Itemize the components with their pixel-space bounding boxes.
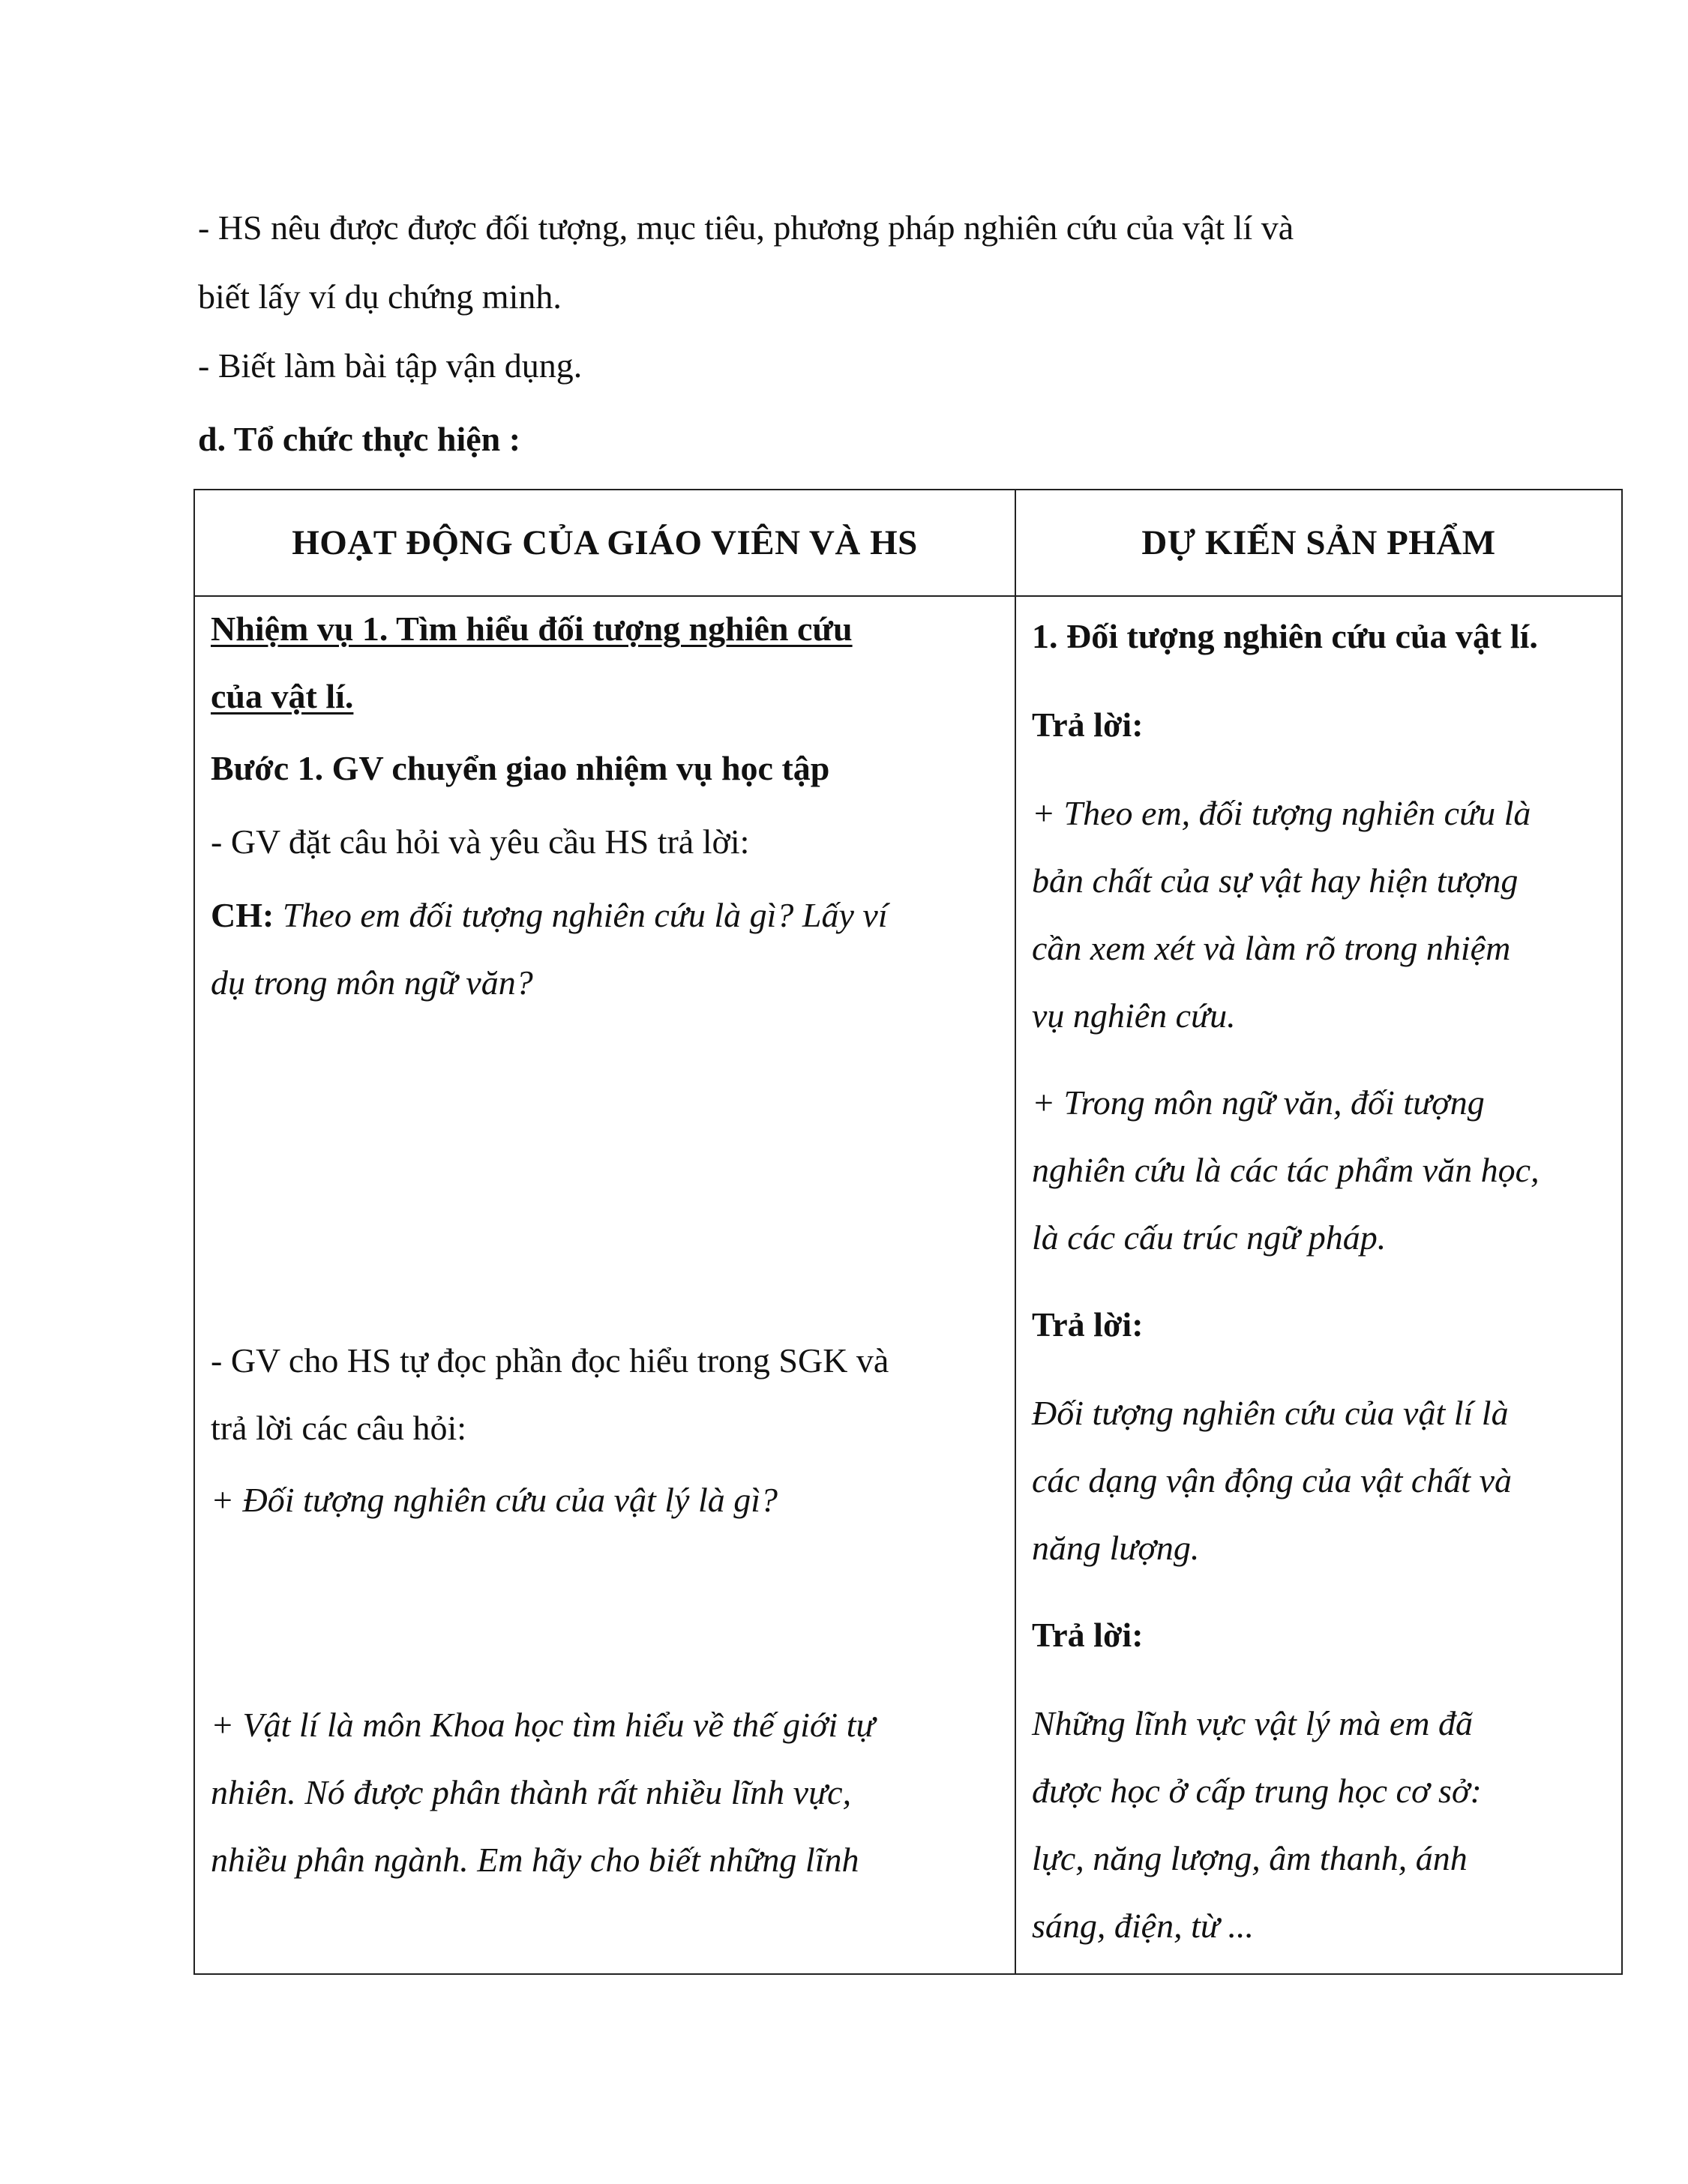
answer-text: + Trong môn ngữ văn, đối tượng	[1032, 1083, 1485, 1122]
lesson-plan-table	[193, 489, 1623, 1975]
answer-label: Trả lời:	[1032, 706, 1144, 744]
table-row	[194, 596, 1622, 1974]
answer-label: Trả lời:	[1032, 1305, 1144, 1344]
answer-text: vụ nghiên cứu.	[1032, 996, 1236, 1035]
reading-instruction: - GV cho HS tự đọc phần đọc hiểu trong SGK và	[211, 1341, 889, 1380]
question-2-cont: nhiên. Nó được phân thành rất nhiều lĩnh vực,	[211, 1773, 852, 1811]
answer-text: là các cấu trúc ngữ pháp.	[1032, 1218, 1387, 1257]
answer-text: được học ở cấp trung học cơ sở:	[1032, 1772, 1482, 1810]
question-2: + Vật lí là môn Khoa học tìm hiểu về thế giới tự	[211, 1706, 875, 1744]
answer-text: các dạng vận động của vật chất và	[1032, 1461, 1512, 1499]
answer-text: bản chất của sự vật hay hiện tượng	[1032, 861, 1519, 900]
answer-text: + Theo em, đối tượng nghiên cứu là	[1032, 794, 1531, 832]
header-expected-product: DỰ KIẾN SẢN PHẨM	[1015, 490, 1622, 596]
answer-text: Những lĩnh vực vật lý mà em đã	[1032, 1704, 1474, 1742]
question-text-cont: dụ trong môn ngữ văn?	[211, 963, 533, 1002]
answer-text: năng lượng.	[1032, 1529, 1200, 1567]
task-title-cont: của vật lí.	[211, 677, 354, 715]
answer-text: cần xem xét và làm rõ trong nhiệm	[1032, 929, 1511, 967]
section-heading: d. Tổ chức thực hiện :	[198, 420, 521, 458]
activity-cell	[194, 596, 1015, 1974]
intro-section	[198, 193, 1623, 474]
reading-instruction-cont: trả lời các câu hỏi:	[211, 1409, 467, 1447]
answer-label: Trả lời:	[1032, 1616, 1144, 1654]
section-title: 1. Đối tượng nghiên cứu của vật lí.	[1032, 617, 1538, 655]
question-line	[211, 893, 888, 938]
answer-text: Đối tượng nghiên cứu của vật lí là	[1032, 1394, 1509, 1432]
objective-line-3: - Biết làm bài tập vận dụng.	[198, 346, 583, 385]
answer-text: nghiên cứu là các tác phẩm văn học,	[1032, 1151, 1540, 1189]
objective-line-1: - HS nêu được được đối tượng, mục tiêu, phương pháp nghiên cứu của vật lí và	[198, 208, 1294, 247]
step-1-title: Bước 1. GV chuyển giao nhiệm vụ học tập	[211, 749, 830, 787]
question-1: + Đối tượng nghiên cứu của vật lý là gì?	[211, 1481, 778, 1519]
objective-line-2: biết lấy ví dụ chứng minh.	[198, 277, 562, 316]
product-cell	[1015, 596, 1622, 1974]
answer-text: lực, năng lượng, âm thanh, ánh	[1032, 1839, 1468, 1877]
task-title: Nhiệm vụ 1. Tìm hiểu đối tượng nghiên cứu	[211, 610, 853, 648]
table-header-row	[194, 490, 1622, 596]
header-teacher-activity: HOẠT ĐỘNG CỦA GIÁO VIÊN VÀ HS	[194, 490, 1015, 596]
answer-text: sáng, điện, từ ...	[1032, 1907, 1254, 1945]
question-text: Theo em đối tượng nghiên cứu là gì? Lấy ví	[274, 896, 888, 934]
teacher-instruction: - GV đặt câu hỏi và yêu cầu HS trả lời:	[211, 822, 750, 861]
question-label: CH:	[211, 896, 274, 934]
question-2-cont-2: nhiều phân ngành. Em hãy cho biết những lĩnh	[211, 1841, 859, 1879]
